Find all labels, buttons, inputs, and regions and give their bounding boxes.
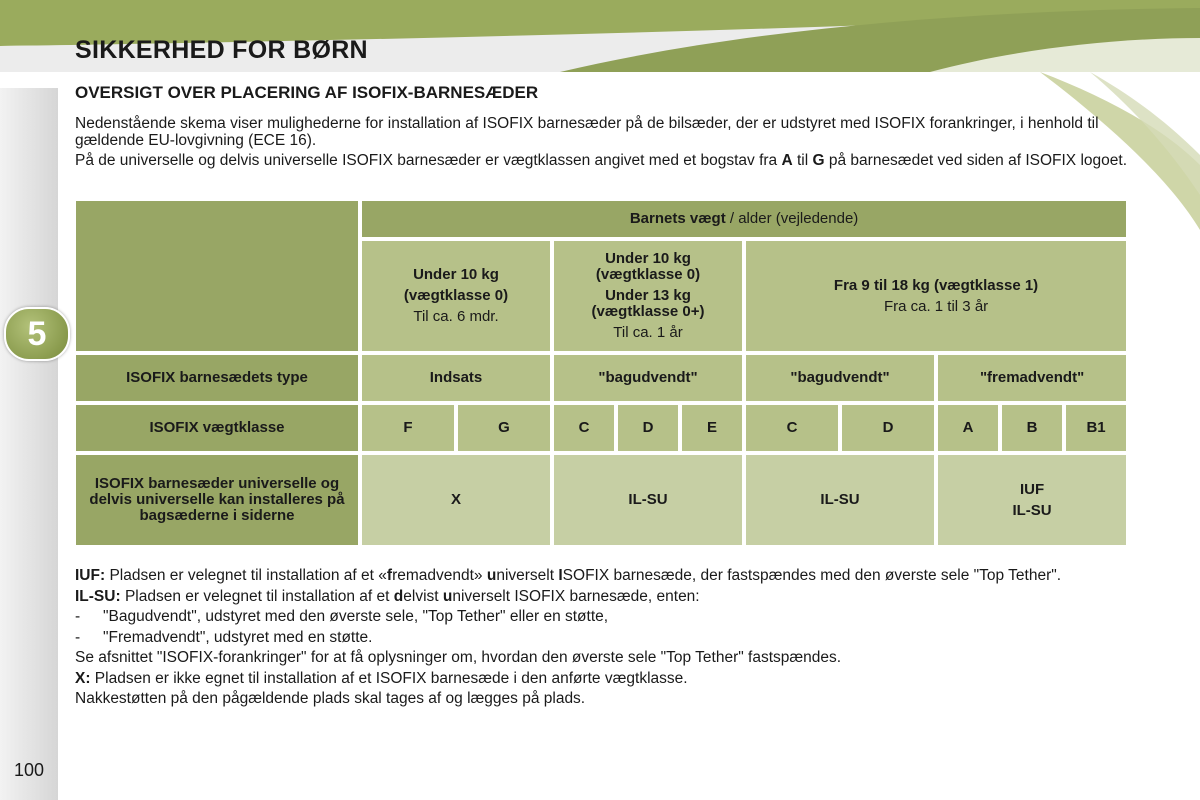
placement-cell: IL-SU <box>554 455 742 545</box>
weight-class-letter: C <box>746 405 838 451</box>
weight-class-letter: B <box>1002 405 1062 451</box>
table-corner-cell <box>76 201 358 351</box>
weight-header-cell: Barnets vægt / alder (vejledende) <box>362 201 1126 237</box>
legend-headrest-note: Nakkestøtten på den pågældende plads skal tages af og lægges på plads. <box>75 690 586 707</box>
weight-class-letter: B1 <box>1066 405 1126 451</box>
legend-iuf: IUF: Pladsen er velegnet til installation af et «fremadvendt» universelt ISOFIX barnesæde, der fastspændes med den øverste sele "Top Tether". <box>75 567 1062 584</box>
legend-ilsu: IL-SU: Pladsen er velegnet til installation af et delvist universelt ISOFIX barnesæde, enten: <box>75 587 700 605</box>
row-label-weight-class: ISOFIX vægtklasse <box>76 405 358 451</box>
chapter-number-badge: 5 <box>4 307 70 361</box>
weight-class-letter: G <box>458 405 550 451</box>
section-heading: OVERSIGT OVER PLACERING AF ISOFIX-BARNESÆDER <box>75 83 539 102</box>
weight-class-0-cell: Under 10 kg (vægtklasse 0) Til ca. 6 mdr. <box>362 241 550 351</box>
row-label-seat-type: ISOFIX barnesædets type <box>76 355 358 401</box>
weight-class-0plus-cell: Under 10 kg (vægtklasse 0) Under 13 kg (vægtklasse 0+) Til ca. 1 år <box>554 241 742 351</box>
placement-cell: IUF IL-SU <box>938 455 1126 545</box>
row-label-rear-side-seats: ISOFIX barnesæder universelle og delvis universelle kan installeres på bagsæderne i siderne <box>76 455 358 545</box>
seat-type-cell: "bagudvendt" <box>554 355 742 401</box>
weight-class-letter: C <box>554 405 614 451</box>
weight-class-letter: E <box>682 405 742 451</box>
weight-class-letter: A <box>938 405 998 451</box>
weight-class-1-cell: Fra 9 til 18 kg (vægtklasse 1) Fra ca. 1 til 3 år <box>746 241 1126 351</box>
table-row <box>76 355 1126 401</box>
legend-x: X: Pladsen er ikke egnet til installation af et ISOFIX barnesæde i den anførte vægtklasse. <box>75 669 688 687</box>
weight-class-letter: D <box>618 405 678 451</box>
weight-class-letter: D <box>842 405 934 451</box>
intro-paragraph-1: Nedenstående skema viser mulighederne for installation af ISOFIX barnesæder på de bilsæder, der er udstyret med ISOFIX forankringer, i henhold til gældende EU-lovgivning (ECE 16). <box>75 115 1099 149</box>
legend-list-item: - "Fremadvendt", udstyret med en støtte. <box>75 628 373 646</box>
seat-type-cell: "fremadvendt" <box>938 355 1126 401</box>
legend-list-item: - "Bagudvendt", udstyret med den øverste sele, "Top Tether" eller en støtte, <box>75 608 609 625</box>
legend-text <box>75 568 1127 712</box>
isofix-placement-table <box>72 197 1130 549</box>
table-row <box>76 201 1126 237</box>
left-sidebar-band <box>0 88 58 800</box>
table-row <box>76 405 1126 451</box>
placement-cell: X <box>362 455 550 545</box>
table-row <box>76 455 1126 545</box>
weight-class-letter: F <box>362 405 454 451</box>
seat-type-cell: Indsats <box>362 355 550 401</box>
placement-cell: IL-SU <box>746 455 934 545</box>
page-number: 100 <box>14 760 45 780</box>
seat-type-cell: "bagudvendt" <box>746 355 934 401</box>
page-title: SIKKERHED FOR BØRN <box>75 36 368 64</box>
intro-paragraph-2: På de universelle og delvis universelle ISOFIX barnesæder er vægtklassen angivet med et bogstav fra A til G på barnesædet ved siden af ISOFIX logoet. <box>75 152 1127 169</box>
intro-text <box>75 116 1127 174</box>
legend-see-also: Se afsnittet "ISOFIX-forankringer" for at få oplysninger om, hvordan den øverste sele "Top Tether" fastspændes. <box>75 649 842 666</box>
